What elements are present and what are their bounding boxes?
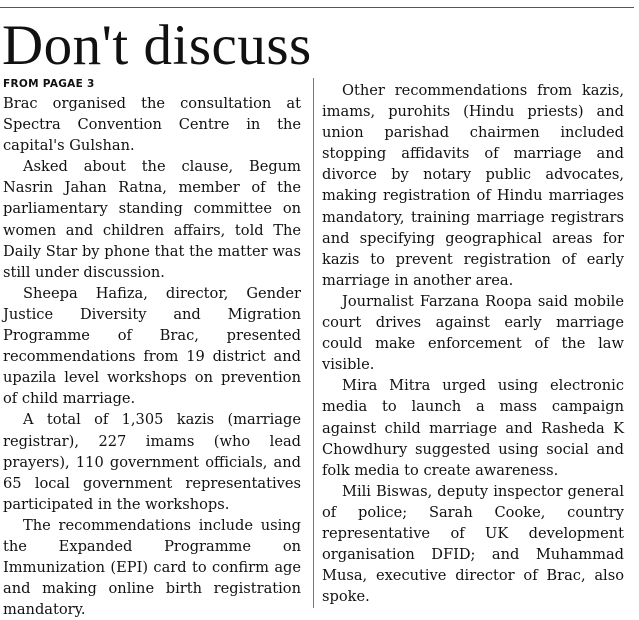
paragraph: The recommendations include using the Expanded Programme on Immunization (EPI) card to confirm age and making online birth registration mandatory. bbox=[3, 516, 301, 619]
paragraph: Other recommendations from kazis, imams, purohits (Hindu priests) and union parishad chairmen included stopping affidavits of marriage and divorce by notary public advocates, making registration of Hindu marriages mandatory, training marriage registrars and specifying geographical areas for kazis to prevent registration of early marriage in another area. bbox=[322, 82, 624, 289]
paragraph: Mira Mitra urged using electronic media to launch a mass campaign against child marriage and Rasheda K Chowdhury suggested using social and folk media to create awareness. bbox=[322, 377, 624, 479]
paragraph: Mili Biswas, deputy inspector general of police; Sarah Cooke, country representative of UK development organisation DFID; and Muhammad Musa, executive director of Brac, also spoke. bbox=[322, 482, 624, 606]
paragraph: Brac organised the consultation at Spectra Convention Centre in the capital's Gulshan. bbox=[3, 95, 301, 155]
left-column bbox=[3, 78, 301, 620]
column-divider bbox=[313, 78, 314, 608]
top-rule bbox=[0, 7, 634, 8]
headline: Don't discuss bbox=[2, 14, 312, 77]
jump-line: FROM PAGAE 3 bbox=[3, 78, 95, 90]
paragraph: Asked about the clause, Begum Nasrin Jahan Ratna, member of the parliamentary standing committee on women and children affairs, told The Daily Star by phone that the matter was still under discussion. bbox=[3, 158, 301, 281]
right-column bbox=[322, 80, 624, 607]
paragraph: Journalist Farzana Roopa said mobile court drives against early marriage could make enforcement of the law visible. bbox=[322, 292, 624, 374]
paragraph: Sheepa Hafiza, director, Gender Justice Diversity and Migration Programme of Brac, presented recommendations from 19 district and upazila level workshops on prevention of child marriage. bbox=[3, 284, 301, 408]
paragraph: A total of 1,305 kazis (marriage registrar), 227 imams (who lead prayers), 110 government officials, and 65 local government representatives participated in the workshops. bbox=[3, 411, 301, 513]
